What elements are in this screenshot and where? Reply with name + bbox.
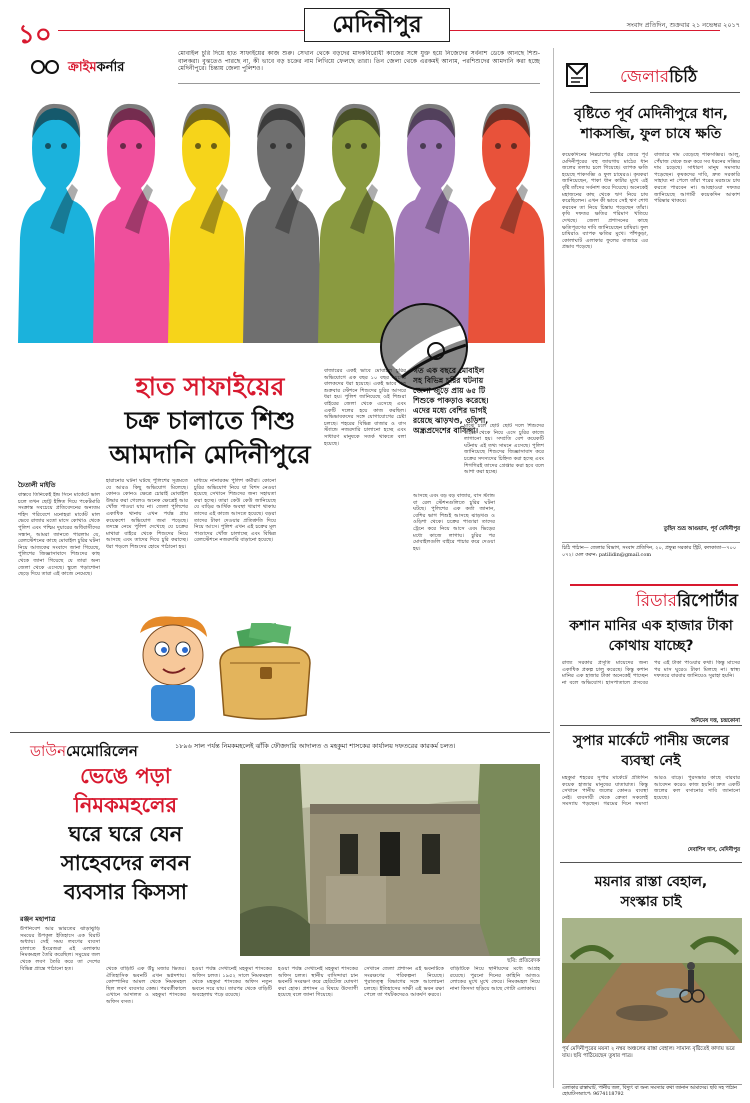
cartoon-boy-icon: [125, 613, 220, 723]
down-memory-headline-line-2: নিমকমহলের: [73, 793, 178, 817]
child-silhouette: [243, 104, 321, 343]
child-silhouette: [468, 104, 545, 343]
reader-reporter-label: রিডাররিপোর্টার: [570, 584, 738, 616]
road-headline-line-2: সংস্কার চাই: [620, 894, 682, 910]
down-memory-headline-line-4: সাহেবদের লবন: [60, 851, 191, 875]
footer-note: এলাকার রাস্তাঘাট, পানীয় জল, বিদ্যুৎ বা অন্য সমস্যার কথা জানান আমাদের। ছবি সহ পাঠান হোয়াটসঅ্যাপে: 9674118792: [562, 1084, 742, 1098]
reader-report-body: রাজ্য সরকার প্রসূতি মায়েদের জন্য একাধিক প্রকল্প চালু করেছে। কিন্তু কশান মানির এক হাজার টাকা অনেকেই পাচ্ছেন না বলে অভিযোগ। হাসপাতালে প্রসবের পর এই টাকা পাওয়ার কথা। কিন্তু মাসের পর মাস ঘুরেও টাকা মিলছে না। স্বাস্থ্য দফতরে বারবার জানিয়েও সুরাহা হয়নি।: [562, 660, 740, 686]
reader-report-headline: কশান মানির এক হাজার টাকা কোথায় যাচ্ছে?: [569, 618, 733, 654]
crime-headline-line-2: চক্র চালাতে শিশু: [124, 406, 296, 435]
photo-credit: ছবি: প্রতিবেদক: [507, 958, 540, 964]
down-col-5: সেখানে জেলা প্রশাসন এই ভবনটিকে সংরক্ষণের পরিকল্পনা নিয়েছে। পুরাতত্ত্ব বিভাগের সঙ্গে আলোচনা চলছে। ইতিহাসের সাক্ষী এই ভবন রক্ষা পেলে তা পর্যটকদেরও আকর্ষণ করবে।: [364, 966, 444, 999]
crime-col-6: মাঝে চলে ছোট ছোট দলে শিশুদের বাইরে থেকে নিয়ে এসে চুরির কাজে লাগানো হয়। সম্প্রতি বেশ কয়েকটি ঘটনায় এই তথ্য সামনে এসেছে। পুলিশ জানিয়েছে শিশুদের জিজ্ঞাসাবাদ করে চক্রের সদস্যদের চিহ্নিত করা হচ্ছে এবং শিগগিরই তাদের গ্রেপ্তার করা হবে বলে আশা করা হচ্ছে।: [464, 423, 544, 476]
crime-col-1: বাস্তবে তিনিকেই ইন্দ্র সিনে মার্কেটে ভাল চলে তখন ছোট্ট ইঙ্গিত দিয়ে পকেটমারি সংক্রান্ত সবচেয়ে প্রতিবেদনের অন্যতম শহিদ পরিবেশে মনোহরা মার্কেট মাল ভেবে রাজার মতো মাসে কোথাও থেকে পুলিশ এবং পশ্চিম দুয়ারের অধিবাসীদের সন্ধান, আমরা জানতে পারলাম যে, রেলস্টেশনের কাছে মোবাইল চুরির ঘটনা নিয়ে আজকের সংবাদে জানা গিয়েছে, পুলিশের জিজ্ঞাসাবাদে শিশুদের কাছ থেকে জানা গিয়েছে যে তারা অন্য জেলা থেকে এসেছে। স্কুলে পড়াশোনা ছেড়ে দিয়ে তারা এই কাজে নেমেছে।: [18, 492, 100, 578]
crime-corner-badge: [30, 56, 60, 78]
down-col-1: উপনিবেশ আর ভারতের ঝাড়াঝুড়ি সময়ের উপকূল ইতিহাসে এক বিরাট অধ্যায়। সেই সময় লবণের ব্যবসা চালাতে ইংরেজরা এই এলাকায় নিমকমহল তৈরি করেছিল। সমুদ্রের জল থেকে লবণ তৈরি করে তা দেশের বিভিন্ন প্রান্তে পাঠানো হত।: [20, 926, 100, 972]
crime-col-3: মাধ্যমে নানারকম পুলিশ কর্মীরা। কোনো চুরির অভিযোগ নিয়ে যা বিশদ নেওয়া হয়েছে সেখানে শিশুদের জন্য সহায়তা করা হচ্ছে। তারা কেউ কেউ জানিয়েছে যে বাড়ির আর্থিক অবস্থা খারাপ থাকায় তাদের এই কাজে আসতে হয়েছে। বড়রা তাদের টাকা দেওয়ার প্রতিশ্রুতি দিয়ে নিয়ে আসে। পুলিশ এখন এই চক্রের মূল পাণ্ডাদের খোঁজ চালাচ্ছে এবং বিভিন্ন রেলস্টেশনে নজরদারি বাড়ানো হয়েছে।: [194, 478, 276, 544]
masthead-title: মেদিনীপুর: [332, 12, 422, 38]
dateline: সংবাদ প্রতিদিন, শুক্রবার ২১ নভেম্বর ২০১৭: [626, 21, 740, 29]
district-letter-signature: তুহিন শুভ্র আগুয়ান, পূর্ব মেদিনীপুর: [663, 526, 740, 532]
child-silhouette: [168, 104, 246, 343]
children-silhouettes-illustration: [10, 88, 545, 348]
down-col-4: হওয়া পর্যন্ত সেখানেই মহকুমা শাসকের অফিস চলত। স্থানীয় বাসিন্দারা চান ভবনটি সংরক্ষণ করে হেরিটেজ ঘোষণা করা হোক। প্রশাসন এ বিষয়ে উদ্যোগী হয়েছে বলে জানা গিয়েছে।: [278, 966, 358, 999]
crime-headline-line-3: আমদানি মেদিনীপুরে: [109, 440, 311, 469]
crime-headline: [90, 370, 330, 472]
handcuff-icon: [30, 56, 60, 78]
down-memory-label: ডাউনমেমোরিলেন: [30, 742, 138, 760]
reader-report-signature: অনিমেষ দত্ত, চন্দ্রকোনা: [690, 718, 740, 724]
down-memory-headline: [18, 762, 233, 907]
crime-corner-section: [10, 48, 545, 728]
super-market-signature: দেবাশিস দাস, মেদিনীপুর: [687, 847, 740, 853]
masthead-title-box: [304, 8, 450, 42]
down-col-3: হওয়া পর্যন্ত সেখানেই মহকুমা শাসকের অফিস চলত। ১৯৫২ সালে নিমকমহল থেকে মহকুমা শাসকের অফিস নতুন ভবনে সরে যায়। তারপর থেকে বাড়িটি অবহেলায় পড়ে রয়েছে।: [192, 966, 272, 999]
crime-col-5: আসছে এবং বড় বড় বাজার, বাস স্ট্যান্ড বা রেল স্টেশনগুলিতে চুরির ঘটনা ঘটছে। পুলিশের এক কর্তা জানান, বেশির ভাগ শিশুই আসছে ঝাড়খণ্ড ও ওড়িশা থেকে। চক্রের পাণ্ডারা তাদের ট্রেনে করে নিয়ে আসে এবং ভিড়ের মধ্যে কাজে লাগায়। চুরির পর মোবাইলগুলি বাইরে পাচার করে দেওয়া হয়।: [413, 493, 495, 552]
crime-corner-label: ক্রাইমকর্নার: [68, 60, 125, 75]
page-number: ১০: [18, 20, 52, 50]
money-bag-icon: [210, 623, 320, 723]
super-market-section: [560, 725, 742, 855]
district-letter-section: [560, 52, 742, 572]
child-silhouette: [93, 104, 171, 343]
road-headline-line-1: ময়নার রাস্তা বেহাল,: [594, 874, 708, 890]
crime-intro: মোবাইল চুরি দিয়ে হাত সাফাইয়ের কাজ শুরু। সেখান থেকে বড়দের মাদকবিরোধী কাজের সঙ্গে যুক্ত হয়ে নিজেদের সর্বনাশ ডেকে আনছে শিশু-বালকরা। বুঝতেও পারছে না, কী ভাবে বড় চক্রের নাম লিখিয়ে ফেলছে তারা। তিন জেলা থেকে এরকমই আনাম, পরশিশুদের আমদানি করা হচ্ছে মেদিনীপুরে। চিন্তায় জেলা পুলিশও।: [178, 50, 540, 84]
down-memory-intro: ১৮৯৬ সাল পর্যন্ত নিমকমহলেই ঝাঁকি ফৌজদারি আদালত ও মহকুমা শাসকের কার্যালয় দফতরের কারকর্ম চলত।: [175, 742, 456, 750]
district-letter-label: জেলারচিঠি: [620, 67, 698, 87]
road-caption: পূর্ব মেদিনীপুরের ময়না ২ নম্বর অঞ্চলের রাস্তা বেহাল। সামান্য বৃষ্টিতেই কাদায় ভরে যায়। ছবি পাঠিয়েছেন তুষার পাত্র।: [562, 1046, 735, 1059]
crime-col-4: বাজারের একই ভাবে মোবাইল চুরির অভিযোগে এক বছর ১০ বছর বয়সের বালকদের ধরা হয়েছে। একই ভাবে গত শুক্রবার স্টেশনে শিশুদের চুরির আসরে ধরা হয়। পুলিশ জানিয়েছে ওই শিশুরা বাইরের জেলা থেকে এসেছে এবং একটি দলের হয়ে কাজ করছিল। অভিভাবকদের সঙ্গে যোগাযোগের চেষ্টা চলছে। শহরের বিভিন্ন বাজার ও বাস স্ট্যান্ডে নজরদারি চালানো হচ্ছে এবং সাধারণ মানুষকে সতর্ক থাকতে বলা হয়েছে।: [324, 368, 406, 447]
down-memory-headline-line-1: ভেঙে পড়া: [80, 764, 171, 788]
crime-byline: চৈতালী মাইতি: [18, 481, 56, 489]
down-memory-byline: রঞ্জন মহাপাত্র: [20, 915, 56, 923]
nimakmahal-photo: [240, 764, 540, 956]
envelope-icon: [566, 62, 588, 88]
child-silhouette: [318, 104, 396, 343]
district-letter-body-2: বাজারে দাম বেড়েছে শাকসব্জির। আলু, পেঁয়াজ থেকে শুরু করে সব ধরনের সব্জির দাম চড়েছে। সাধারণ মানুষ সমস্যায় পড়েছেন। কৃষকদের দাবি, দ্রুত সরকারি সাহায্য না পেলে তাঁরা পরের মরশুমে চাষ করতে পারবেন না। আবহাওয়া দফতর জানিয়েছে আগামী কয়েকদিন আকাশ পরিষ্কার থাকবে।: [654, 152, 740, 205]
down-col-2: থেকে বাড়িটি এক উঁচু মজার ভিতর। ঐতিহাসিক ভবনটি এখন ভগ্নদশায়। কোম্পানির আমল থেকে নিমকমহল ছিল লবণ ব্যবসার কেন্দ্র। পরবর্তীকালে এখানে আদালত ও মহকুমা শাসকের অফিস বসত।: [106, 966, 186, 1005]
crime-headline-line-1: হাত সাফাইয়ের: [135, 372, 285, 401]
super-market-body: মহকুমা শহরের সুপার মার্কেটে প্রতিদিন কয়েক হাজার মানুষের যাতায়াত। কিন্তু সেখানে পানীয় জলের কোনও ব্যবস্থা নেই। ব্যবসায়ী থেকে ক্রেতা সকলেই সমস্যায় পড়ছেন। গরমের দিনে সমস্যা আরও বাড়ে। পুরসভার কাছে বারবার আবেদন করেও কাজ হয়নি। দ্রুত একটি জলের কল বসানোর দাবি জানানো হয়েছে।: [562, 775, 740, 808]
crime-col-2: হারানোর ঘটনা ঘটছে পুলিশের সূত্রমতে যে আরও কিছু অভিযোগ মিলেছে। কোনও কোনও ক্ষেত্রে চোরাই মোবাইল উদ্ধার করা গেলেও অনেক ক্ষেত্রেই আর খোঁজ পাওয়া যায় না। জেলা পুলিশের একাধিক থানায় এখন পর্যন্ত প্রায় কয়েকশো অভিযোগ জমা পড়েছে। তদন্তে নেমে পুলিশ দেখেছে যে চক্রের মাথারা বাইরে থেকে শিশুদের নিয়ে আসছে এবং তাদের দিয়ে চুরি করাচ্ছে। ধরা পড়লে শিশুদের হোমে পাঠানো হয়।: [106, 478, 188, 550]
district-letter-contact: চিঠি পাঠান— জেলার বিভাগ, সংবাদ প্রতিদিন, ২০, প্রফুল্ল সরকার স্ট্রিট, কলকাতা—৭০০ ০৭২। মেল করুন: patilidin@gmail.com: [562, 542, 740, 558]
down-memory-headline-line-3: ঘরে ঘরে যেন: [68, 822, 183, 846]
down-memory-headline-line-5: ব্যবসার কিসসা: [64, 880, 187, 904]
masthead: [0, 0, 750, 50]
road-photo: [562, 918, 742, 1043]
child-silhouette: [18, 104, 96, 343]
crime-pullquote: গত এক বছরে মোবাইল সহ বিভিন্ন চুরির ঘটনায় জেলা জুড়ে প্রায় ৬৫ টি শিশুকে পাকড়াও করেছে। এদের মধ্যে বেশির ভাগই রয়েছে ঝাড়খণ্ড, ওড়িশা, অন্ধ্রপ্রদেশের বাসিন্দা।: [413, 366, 489, 435]
district-letter-body: কয়েকদিনের নিম্নচাপের বৃষ্টির জেরে পূর্ব মেদিনীপুরের বহু জায়গায় মাঠের ধান জলের তলায় চলে গিয়েছে। ব্যাপক ক্ষতি হয়েছে শাকসব্জি ও ফুল চাষেরও। কৃষকরা জানিয়েছেন, পাকা ধান কাটার মুখে এই বৃষ্টি তাঁদের সর্বনাশ করে দিয়েছে। অনেকেই মহাজনের কাছ থেকে ঋণ নিয়ে চাষ করেছিলেন। এখন কী ভাবে সেই ঋণ শোধ করবেন তা নিয়ে চিন্তায় পড়েছেন তাঁরা। কৃষি দফতর ক্ষতির পরিমাণ খতিয়ে দেখছে। জেলা প্রশাসনের কাছে ক্ষতিপূরণের দাবি জানিয়েছেন চাষিরা। ফুল চাষিরাও ব্যাপক ক্ষতির মুখে। পাঁশকুড়া, কোলাঘাট এলাকার ফুলের বাজারে এর প্রভাব পড়েছে।: [562, 152, 648, 251]
district-letter-headline: বৃষ্টিতে পূর্ব মেদিনীপুরে ধান, শাকসব্জি, ফুল চাষে ক্ষতি: [574, 106, 728, 142]
road-headline: [566, 872, 736, 912]
super-market-headline: সুপার মার্কেটে পানীয় জলের ব্যবস্থা নেই: [572, 733, 730, 769]
road-section: [560, 862, 742, 1092]
down-col-6: বাড়িটিকে নিয়ে স্থানীয়দের মধ্যে আগ্রহ রয়েছে। পুরনো দিনের কাহিনি আজও লোকের মুখে মুখে ফেরে। নিমকমহল নিয়ে নানা কিসসা ছড়িয়ে আছে গোটা এলাকায়।: [450, 966, 540, 992]
down-memory-section: [10, 736, 550, 1096]
